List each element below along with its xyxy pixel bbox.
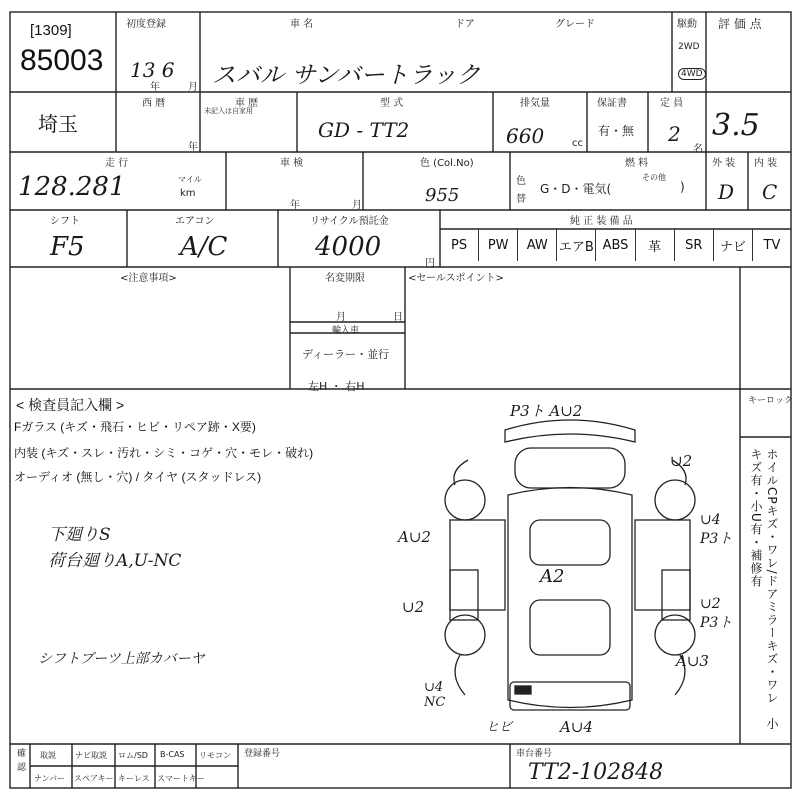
- mark-rear-right: A∪3: [676, 652, 709, 670]
- door-label: ドア: [455, 19, 475, 30]
- shift-label: シフト: [50, 216, 80, 227]
- hand-note-2: 荷台廻りA,U-NC: [48, 551, 182, 571]
- mark-roof: A2: [540, 566, 565, 587]
- month-unit: 月: [188, 82, 198, 93]
- mark-left-rear: ∪2: [402, 598, 425, 616]
- mark-rear-left: ∪4 NC: [424, 680, 446, 710]
- glass-line: Fガラス (キズ・飛石・ヒビ・リペア跡・X要): [14, 420, 256, 434]
- inspection-label: 車 検: [280, 158, 304, 169]
- drive-label: 駆動: [677, 19, 697, 30]
- equipment-label: 純 正 装 備 品: [570, 216, 633, 227]
- lot-number: 85003: [20, 44, 104, 77]
- car-name-value: スバル サンバートラック: [212, 61, 481, 89]
- chaken-label: 車 歴: [235, 98, 259, 109]
- dealer-option: ディーラー・並行: [302, 348, 390, 361]
- mileage-label: 走 行: [105, 158, 129, 169]
- check-label: 確 認: [15, 748, 25, 772]
- recycle-label: リサイクル預託金: [310, 216, 389, 227]
- reg-number-label: 登録番号: [244, 749, 281, 759]
- footer-remote: リモコン: [199, 751, 231, 760]
- interior-line: 内装 (キズ・スレ・汚れ・シミ・コゲ・穴・モレ・破れ): [14, 446, 314, 460]
- inspection-month-unit: 月: [352, 200, 362, 211]
- yen-unit: 円: [425, 258, 435, 269]
- name-change-month: 月: [336, 312, 346, 323]
- grade-label: グレード: [555, 19, 595, 30]
- lot-code: [1309]: [30, 22, 72, 39]
- mark-rear-bumper: A∪4: [560, 718, 593, 736]
- color-change-label-a: 色: [516, 176, 526, 187]
- fuel-options: G・D・電気(: [540, 182, 612, 196]
- equipment-airbag: エアB: [556, 229, 595, 261]
- displacement-label: 排気量: [520, 98, 550, 109]
- sales-point-label: <セールスポイント>: [408, 273, 504, 284]
- capacity-unit: 名: [693, 144, 703, 155]
- shift-value: F5: [50, 232, 85, 262]
- color-change-label-b: 替: [516, 194, 526, 205]
- wheel-note-vertical: ホイルCPキズ・ワレ/ドアミラーキズ・ワレ 小キズ有・小U有・補修有: [749, 448, 779, 731]
- equipment-aw: AW: [517, 229, 556, 261]
- equipment-row: [440, 229, 791, 261]
- inspection-year-unit: 年: [290, 200, 300, 211]
- steering-option: 左H ・ 右H: [308, 380, 365, 393]
- chassis-label: 車台番号: [516, 749, 553, 759]
- import-label: 輸入車: [332, 326, 360, 336]
- footer-rom-sd: ロム/SD: [118, 751, 148, 760]
- drive-4wd-circled: 4WD: [678, 68, 706, 80]
- model-value: GD - TT2: [318, 118, 410, 142]
- color-label: 色 (Col.No): [420, 158, 474, 169]
- mark-right-door: ∪4 P3ト: [700, 512, 733, 547]
- equipment-sr: SR: [674, 229, 713, 261]
- first-reg-value: 13 6: [130, 58, 175, 82]
- mark-left-door: A∪2: [398, 528, 431, 546]
- score-value: 3.5: [712, 108, 760, 143]
- warranty-value: 有・無: [598, 124, 635, 138]
- mile-unit: マイル: [178, 175, 202, 184]
- score-label: 評 価 点: [718, 17, 762, 31]
- color-value: 955: [425, 185, 460, 206]
- footer-keyless: キーレス: [118, 774, 150, 783]
- drive-2wd: 2WD: [678, 42, 700, 52]
- year-unit: 年: [150, 82, 160, 93]
- interior-value: C: [762, 180, 778, 204]
- equipment-leather: 革: [635, 229, 674, 261]
- footer-navi-manual: ナビ取説: [75, 751, 107, 760]
- cc-unit: cc: [572, 138, 583, 149]
- model-label: 型 式: [380, 98, 404, 109]
- audio-line: オーディオ (無し・穴) / タイヤ (スタッドレス): [14, 470, 262, 484]
- first-reg-label: 初度登録: [126, 19, 166, 30]
- mark-right-rear: ∪2 P3ト: [700, 596, 733, 631]
- name-change-label: 名変期限: [325, 273, 365, 284]
- car-damage-diagram: [420, 400, 720, 740]
- hand-note-1: 下廻りS: [48, 525, 111, 545]
- caution-label: <注意事項>: [120, 273, 177, 284]
- fuel-close: ): [680, 180, 685, 194]
- chaken-note: 未記入は自家用: [204, 107, 253, 115]
- capacity-value: 2: [668, 122, 681, 146]
- ac-value: A/C: [180, 232, 228, 262]
- recycle-value: 4000: [315, 232, 382, 262]
- capacity-label: 定 員: [660, 98, 684, 109]
- nen-unit: 年: [188, 142, 198, 153]
- inspector-title: < 検査員記入欄 >: [16, 397, 125, 413]
- mark-crack: ヒビ: [486, 720, 513, 735]
- chassis-value: TT2-102848: [528, 760, 664, 785]
- warranty-label: 保証書: [597, 98, 627, 109]
- region: 埼玉: [38, 114, 78, 136]
- equipment-pw: PW: [478, 229, 517, 261]
- fuel-other: その他: [642, 173, 666, 182]
- interior-label: 内 装: [754, 158, 778, 169]
- footer-number: ナンバー: [34, 774, 66, 783]
- displacement-value: 660: [506, 124, 545, 148]
- fuel-label: 燃 料: [625, 158, 649, 169]
- mark-front: P3ト A∪2: [510, 402, 583, 420]
- seireki-label: 西 暦: [142, 98, 166, 109]
- equipment-abs: ABS: [595, 229, 634, 261]
- equipment-ps: PS: [451, 237, 468, 253]
- footer-spare-key: スペアキー: [74, 774, 114, 783]
- name-change-day: 日: [393, 312, 403, 323]
- exterior-value: D: [718, 180, 735, 204]
- footer-manual: 取説: [40, 751, 56, 760]
- hand-note-3: シフトブーツ上部カバーヤ: [38, 651, 205, 667]
- key-lock-label: キーロック: [748, 396, 793, 406]
- equipment-tv: TV: [752, 229, 791, 261]
- mileage-value: 128.281: [18, 172, 126, 202]
- ac-label: エアコン: [175, 216, 215, 227]
- footer-smart-key: スマートキー: [157, 774, 205, 783]
- car-name-label: 車 名: [290, 19, 314, 30]
- footer-bcas: B-CAS: [160, 750, 185, 759]
- mark-front-right: ∪2: [670, 452, 693, 470]
- km-unit: km: [180, 188, 196, 199]
- exterior-label: 外 装: [712, 158, 736, 169]
- equipment-navi: ナビ: [713, 229, 752, 261]
